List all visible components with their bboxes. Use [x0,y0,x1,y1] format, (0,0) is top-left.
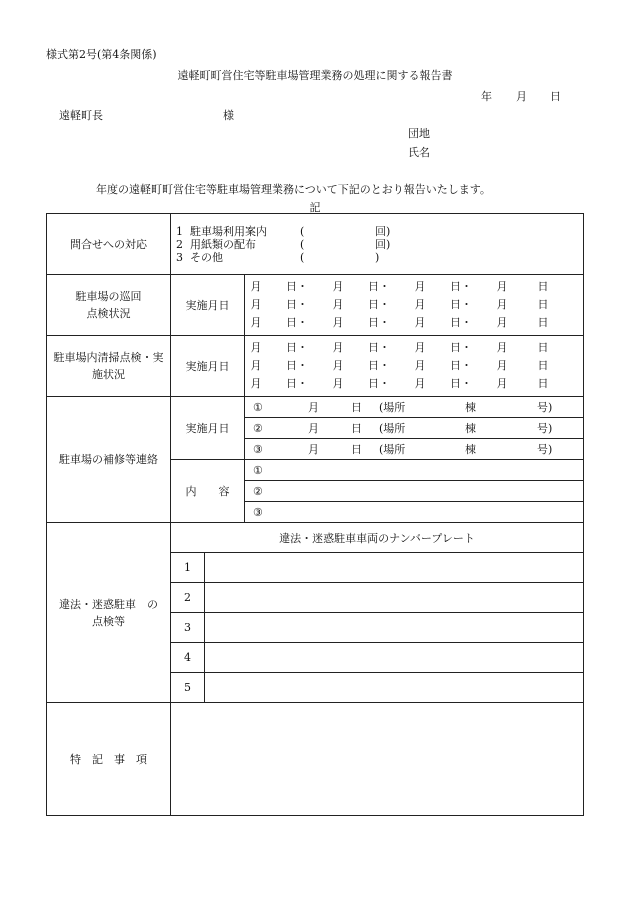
place-label: (場所 [379,401,406,414]
day-label: 日 [351,401,362,414]
illegal-label-line2: 点検等 [92,614,125,628]
place-label: (場所 [379,422,406,435]
inquiry-item [176,251,583,264]
inquiry-num: 1 [176,224,183,238]
notes-label: 特 記 事 項 [47,703,171,816]
patrol-row [47,275,584,336]
honorific: 様 [223,109,234,122]
plate-index: 3 [171,613,205,643]
inquiry-item [176,225,583,238]
name-label: 氏名 [408,146,430,159]
month-label: 月 [414,341,426,354]
date-line [245,296,583,314]
cleaning-row [47,336,584,397]
month-label: 月 [250,316,262,329]
day-label: 日・ [450,316,472,329]
day-label: 日 [351,422,362,435]
date-line [245,314,583,332]
patrol-dates [245,275,584,336]
notes-area [171,703,584,816]
day-label: 日・ [286,280,308,293]
month-label: 月 [414,298,426,311]
plate-header: 違法・迷惑駐車車両のナンバープレート [171,523,584,553]
month-label: 月 [496,359,508,372]
date-month-label: 月 [516,90,527,103]
cleaning-label-line2: 施状況 [92,368,125,381]
month-label: 月 [496,316,508,329]
day-label: 日・ [286,377,308,390]
day-label: 日 [351,443,362,456]
plate-index: 4 [171,643,205,673]
repair-content-line [245,460,584,481]
unit-label: 号) [537,401,553,414]
inquiry-count: ) [375,250,380,264]
day-label: 日 [537,298,549,311]
month-label: 月 [414,316,426,329]
month-label: 月 [308,401,319,414]
plate-entry [205,583,584,613]
inquiry-label: 問合せへの対応 [47,214,171,275]
cleaning-label-line1: 駐車場内清掃点検・実 [53,351,164,364]
repair-content-line [245,481,584,502]
date-year-label: 年 [481,90,492,103]
month-label: 月 [332,359,344,372]
circled-number: ③ [253,505,263,519]
complex-label: 団地 [408,127,430,140]
repair-content-line [245,502,584,523]
day-label: 日・ [286,359,308,372]
month-label: 月 [496,377,508,390]
cleaning-label [47,336,171,397]
month-label: 月 [332,280,344,293]
illegal-label [47,523,171,703]
cleaning-dates [245,336,584,397]
day-label: 日・ [286,316,308,329]
inquiry-count: 回) [375,237,391,251]
inquiry-count: 回) [375,224,391,238]
addressee: 遠軽町長 [59,109,103,122]
notes-row [47,703,584,816]
day-label: 日 [537,359,549,372]
inquiry-item-label: 駐車場利用案内 [190,224,267,238]
month-label: 月 [414,280,426,293]
month-label: 月 [308,422,319,435]
date-line [245,357,583,375]
illegal-row [47,523,584,553]
day-label: 日・ [368,341,390,354]
date-line [245,375,583,393]
repair-date-line [245,439,584,460]
circled-number: ② [253,421,263,435]
month-label: 月 [250,377,262,390]
plate-entry [205,643,584,673]
month-label: 月 [250,341,262,354]
building-label: 棟 [465,401,476,414]
inquiry-paren: ( [300,224,305,238]
unit-label: 号) [537,443,553,456]
date-line [245,339,583,357]
day-label: 日・ [368,298,390,311]
day-label: 日 [537,377,549,390]
month-label: 月 [308,443,319,456]
patrol-label-line1: 駐車場の巡回 [75,290,142,303]
month-label: 月 [496,280,508,293]
day-label: 日・ [450,377,472,390]
day-label: 日・ [450,298,472,311]
inquiry-cell [171,214,584,275]
day-label: 日 [537,341,549,354]
month-label: 月 [332,341,344,354]
patrol-sublabel: 実施月日 [171,275,245,336]
illegal-label-line1: 違法・迷惑駐車 の [59,597,158,611]
form-title: 遠軽町町営住宅等駐車場管理業務の処理に関する報告書 [177,69,453,82]
building-label: 棟 [465,443,476,456]
inquiry-item-label: その他 [190,250,223,264]
circled-number: ③ [253,442,263,456]
cleaning-sublabel: 実施月日 [171,336,245,397]
day-label: 日 [537,280,549,293]
ki-label: 記 [309,201,321,214]
month-label: 月 [496,298,508,311]
month-label: 月 [414,359,426,372]
inquiry-row [47,214,584,275]
unit-label: 号) [537,422,553,435]
inquiry-paren: ( [300,237,305,251]
day-label: 日・ [450,341,472,354]
plate-index: 2 [171,583,205,613]
date-day-label: 日 [550,90,561,103]
intro-text: 年度の遠軽町町営住宅等駐車場管理業務について下記のとおり報告いたします。 [96,183,491,196]
day-label: 日・ [286,341,308,354]
circled-number: ① [253,463,263,477]
month-label: 月 [250,280,262,293]
day-label: 日・ [286,298,308,311]
month-label: 月 [332,316,344,329]
form-number: 様式第2号(第4条関係) [46,48,157,61]
inquiry-num: 3 [176,250,183,264]
inquiry-item [176,238,583,251]
place-label: (場所 [379,443,406,456]
repair-date-line [245,397,584,418]
day-label: 日・ [368,377,390,390]
repair-label: 駐車場の補修等連絡 [47,397,171,523]
day-label: 日 [537,316,549,329]
month-label: 月 [414,377,426,390]
plate-entry [205,613,584,643]
day-label: 日・ [368,359,390,372]
building-label: 棟 [465,422,476,435]
day-label: 日・ [368,280,390,293]
patrol-label [47,275,171,336]
month-label: 月 [332,377,344,390]
date-line [245,278,583,296]
month-label: 月 [250,359,262,372]
day-label: 日・ [450,280,472,293]
repair-date-label: 実施月日 [171,397,245,460]
patrol-label-line2: 点検状況 [86,307,131,320]
plate-entry [205,673,584,703]
circled-number: ① [253,400,263,414]
month-label: 月 [250,298,262,311]
inquiry-num: 2 [176,237,183,251]
circled-number: ② [253,484,263,498]
plate-index: 5 [171,673,205,703]
day-label: 日・ [368,316,390,329]
month-label: 月 [332,298,344,311]
plate-entry [205,553,584,583]
repair-content-label: 内 容 [171,460,245,523]
inquiry-paren: ( [300,250,305,264]
day-label: 日・ [450,359,472,372]
repair-row [47,397,584,418]
report-table [46,213,584,816]
repair-date-line [245,418,584,439]
plate-index: 1 [171,553,205,583]
month-label: 月 [496,341,508,354]
inquiry-item-label: 用紙類の配布 [190,237,256,251]
